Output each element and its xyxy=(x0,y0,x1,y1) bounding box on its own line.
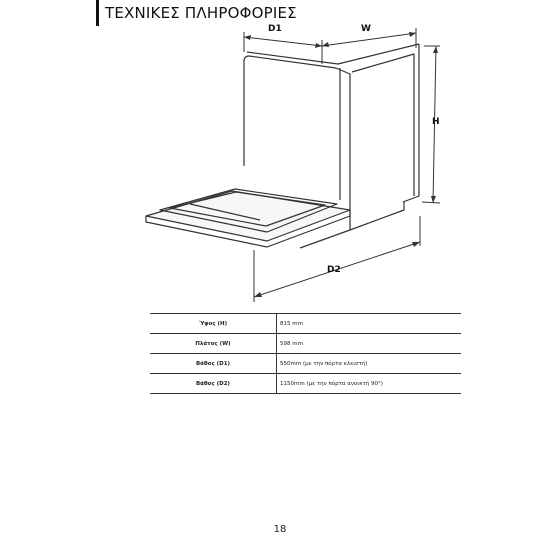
cabinet-top-edge xyxy=(247,44,419,64)
d1-dimension-line xyxy=(244,37,322,46)
cabinet-front-frame xyxy=(244,56,350,208)
spec-value-width: 598 mm xyxy=(277,334,462,354)
cabinet-right-side xyxy=(403,44,419,202)
table-row xyxy=(150,374,461,394)
d1-arrow-right xyxy=(315,43,322,48)
page-number: 18 xyxy=(273,524,287,535)
spec-label-depth-d2: Βάθος (D2) xyxy=(150,374,277,394)
d1-arrow-left xyxy=(244,35,251,40)
h-extension-bottom xyxy=(422,202,440,203)
d2-arrow-left xyxy=(254,292,262,297)
w-dimension-line xyxy=(322,33,416,46)
d2-arrow-right xyxy=(412,242,420,247)
table-row xyxy=(150,354,461,374)
cabinet-back-edge xyxy=(352,54,414,196)
table-row xyxy=(150,314,461,334)
spec-label-height: Ύψος (H) xyxy=(150,314,277,334)
spec-value-height: 815 mm xyxy=(277,314,462,334)
spec-label-depth-d1: Βάθος (D1) xyxy=(150,354,277,374)
spec-value-depth-d1: 550mm (με την πόρτα κλειστή) xyxy=(277,354,462,374)
d2-label: D2 xyxy=(327,265,341,275)
door-outer xyxy=(146,191,350,241)
specifications-table xyxy=(150,313,461,394)
table-row xyxy=(150,334,461,354)
page-title: ΤΕΧΝΙΚΕΣ ΠΛΗΡΟΦΟΡΙΕΣ xyxy=(105,4,297,22)
h-label: H xyxy=(432,117,440,127)
d1-label: D1 xyxy=(268,24,282,34)
spec-value-depth-d2: 1150mm (με την πόρτα ανοικτή 90°) xyxy=(277,374,462,394)
spec-label-width: Πλάτος (W) xyxy=(150,334,277,354)
w-label: W xyxy=(361,24,371,34)
